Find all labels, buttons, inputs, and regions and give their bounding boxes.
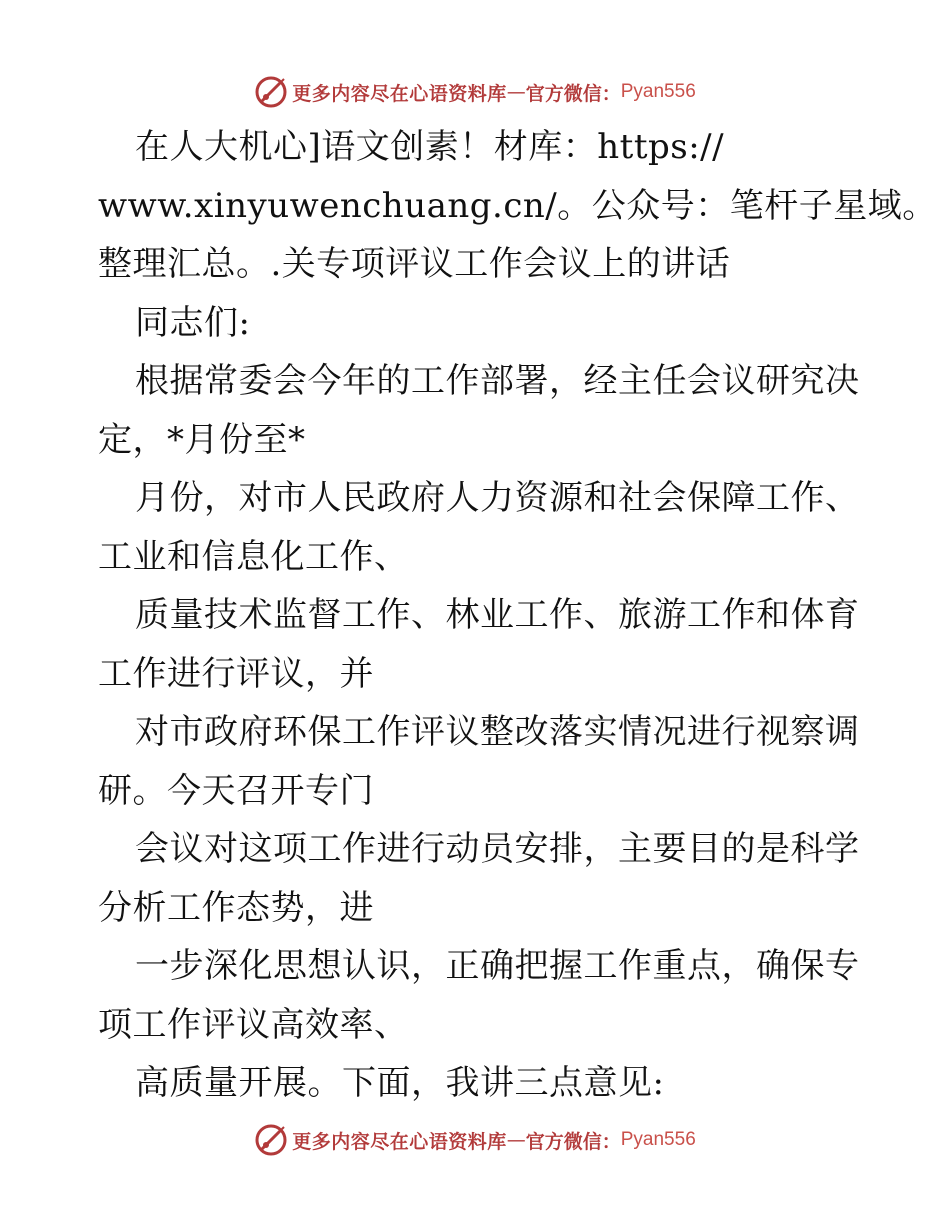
banner-dash: — (506, 1129, 526, 1151)
body-line: 工作进行评议，并 (98, 653, 374, 694)
body-line: 对市政府环保工作评议整改落实情况进行视察调 (135, 712, 860, 752)
body-line: 质量技术监督工作、林业工作、旅游工作和体育 (135, 595, 860, 635)
body-line: 分析工作态势，进 (98, 887, 374, 928)
body-line: 定，*月份至* (98, 419, 306, 460)
salutation: 同志们: (135, 302, 251, 343)
footer-banner (0, 1120, 950, 1160)
banner-main-text: 更多内容尽在心语资料库 (292, 1130, 507, 1153)
body-line: 月份，对市人民政府人力资源和社会保障工作、 (135, 478, 860, 518)
banner-sub-text: 官方微信： (525, 82, 621, 105)
banner-wechat-id: Pyan556 (620, 81, 696, 102)
quill-logo-icon (254, 1123, 288, 1157)
document-body (98, 118, 937, 1113)
body-line: www.xinyuwenchuang.cn/。公众号：笔杆子星域。 (98, 185, 937, 226)
body-line: 项工作评议高效率、 (98, 1004, 409, 1045)
banner-main-text: 更多内容尽在心语资料库 (292, 82, 507, 105)
banner-sub-text: 官方微信： (525, 1130, 621, 1153)
body-line: 在人大机心]语文创素！材库：https:// (135, 127, 725, 167)
body-line: 会议对这项工作进行动员安排，主要目的是科学 (135, 829, 860, 869)
quill-logo-icon (254, 75, 288, 109)
header-banner (0, 72, 950, 112)
banner-dash: — (506, 81, 526, 103)
banner-wechat-id: Pyan556 (620, 1129, 696, 1150)
document-title: 整理汇总。.关专项评议工作会议上的讲话 (98, 244, 731, 284)
body-line: 高质量开展。下面，我讲三点意见: (135, 1063, 665, 1103)
body-line: 根据常委会今年的工作部署，经主任会议研究决 (135, 361, 860, 401)
body-line: 工业和信息化工作、 (98, 536, 409, 577)
body-line: 一步深化思想认识，正确把握工作重点，确保专 (135, 946, 860, 986)
body-line: 研。今天召开专门 (98, 770, 374, 811)
